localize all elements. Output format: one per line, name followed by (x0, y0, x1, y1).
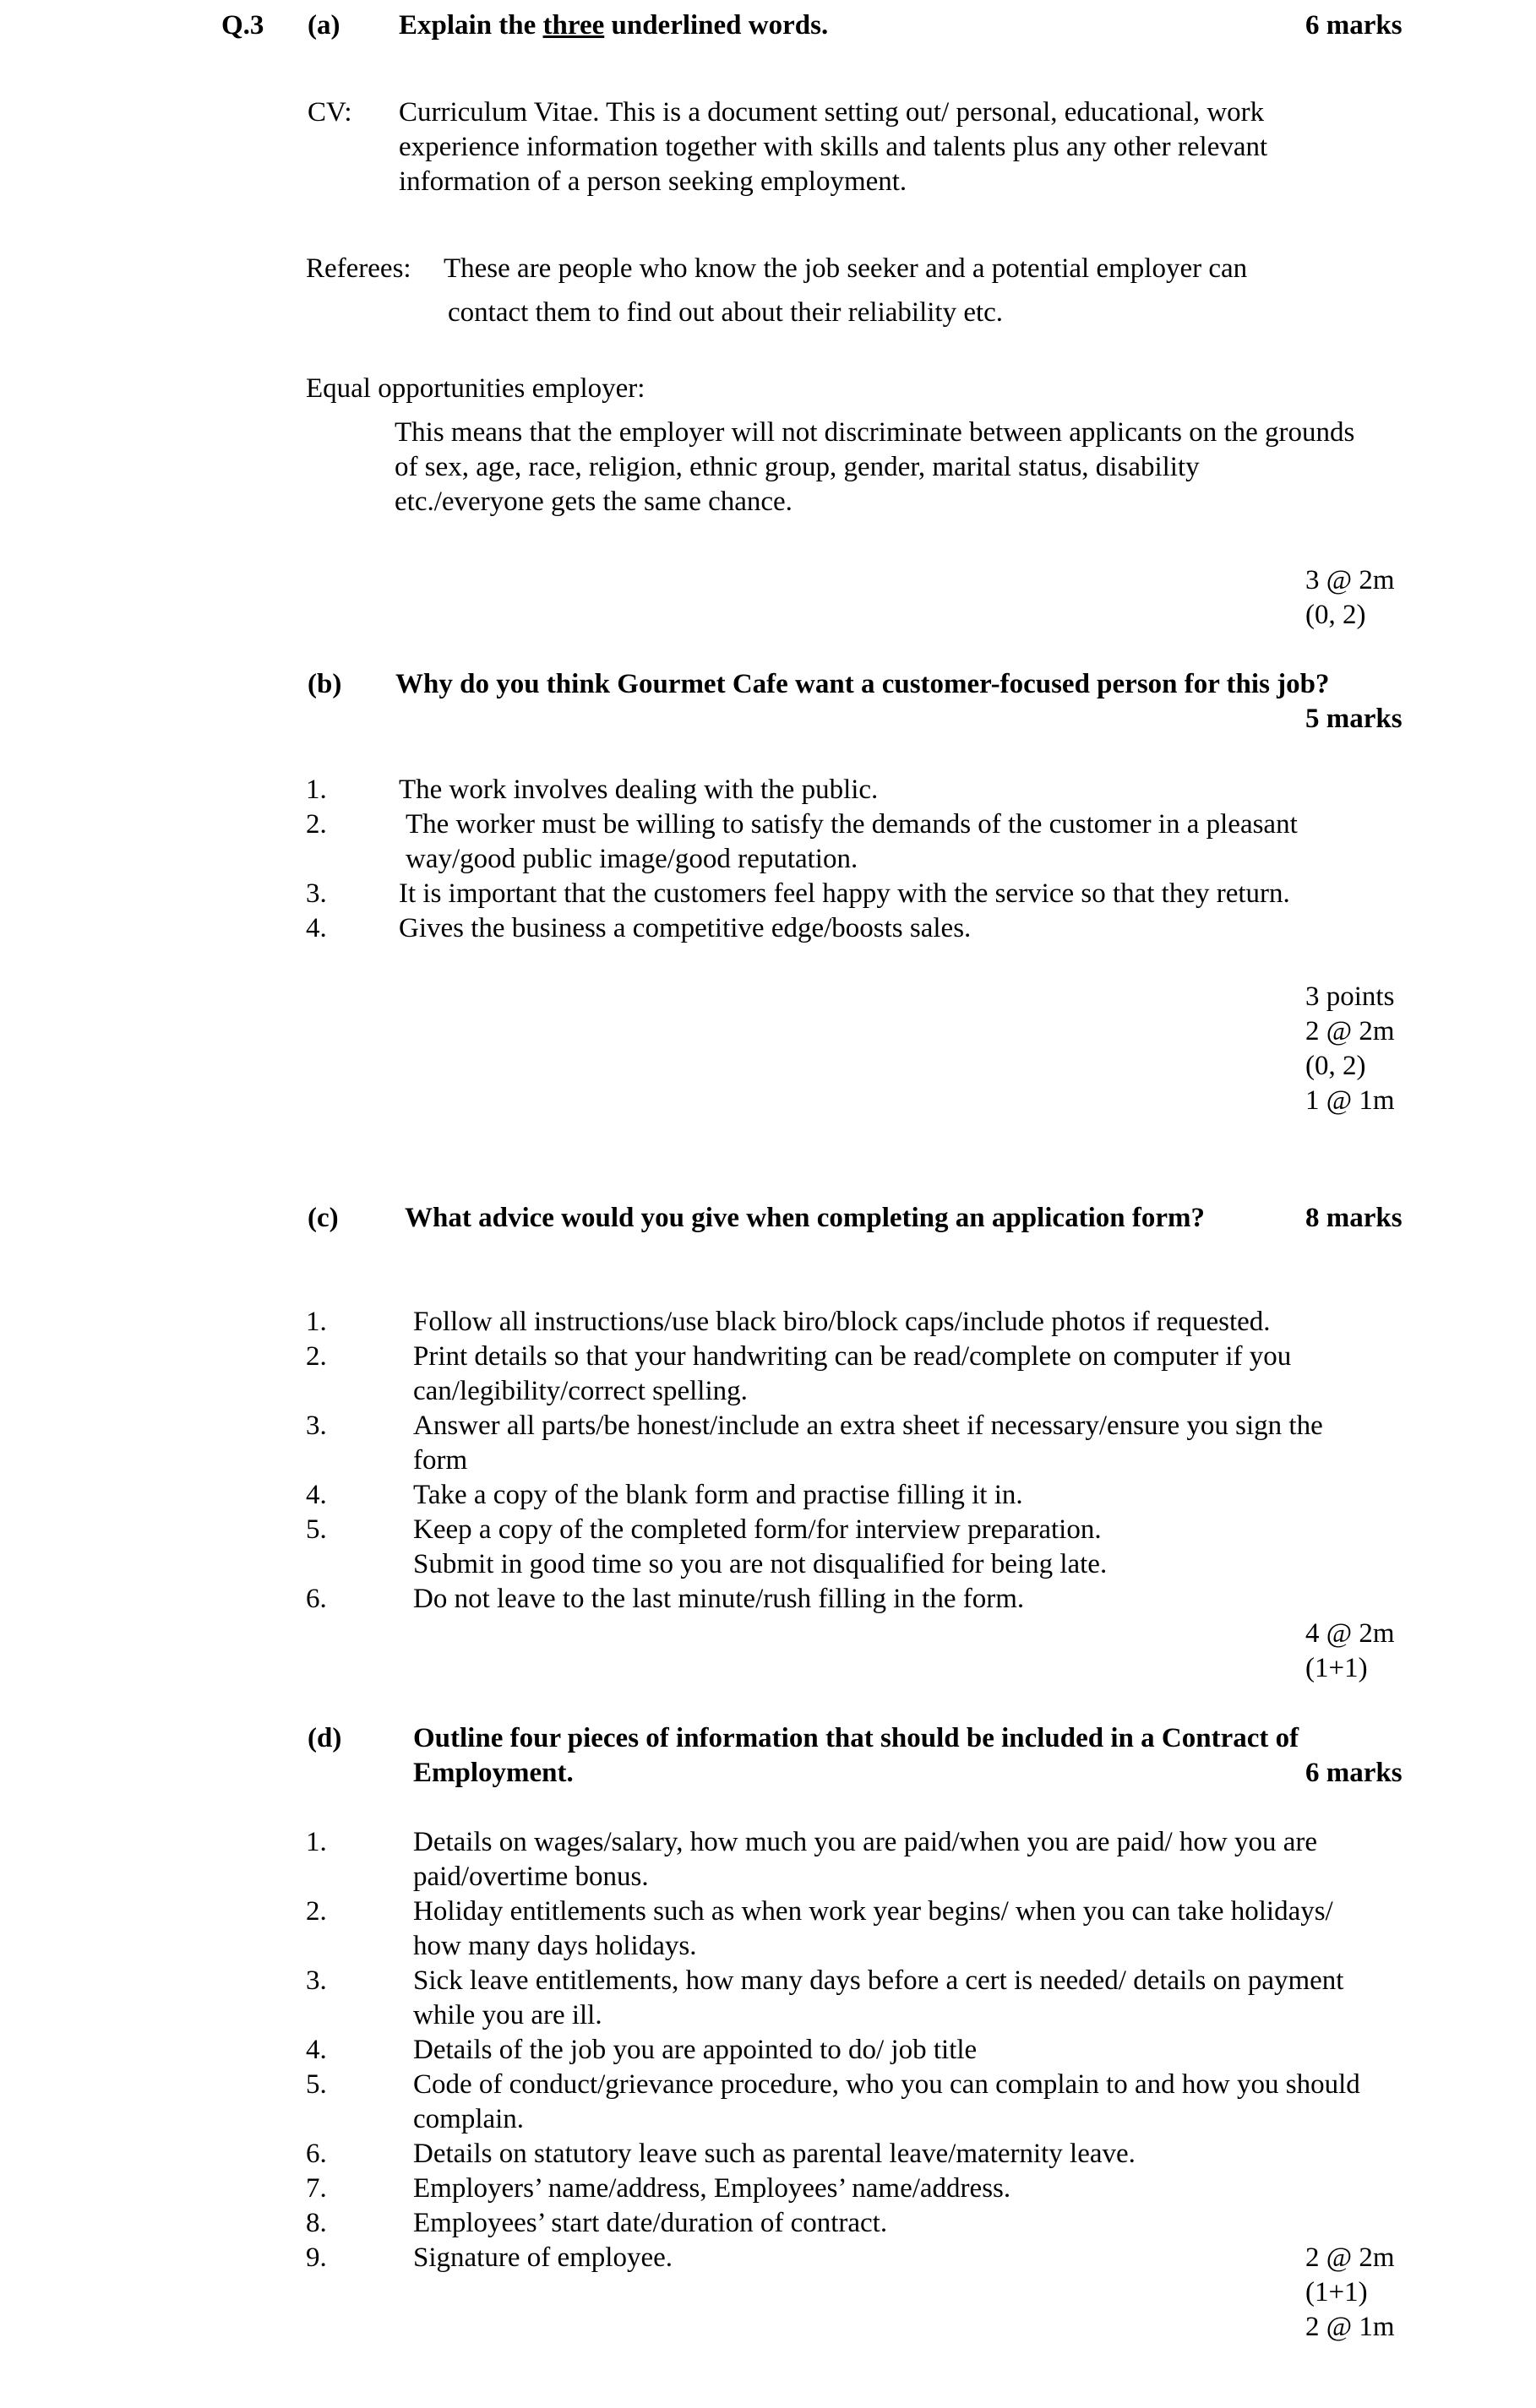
list-item-number: 7. (306, 2173, 327, 2204)
list-item-number: 3. (306, 1965, 327, 1996)
list-item: Gives the business a competitive edge/boosts sales. (399, 913, 972, 943)
scheme-line: (0, 2) (1305, 1051, 1366, 1081)
list-item (413, 2068, 1360, 2137)
list-item-line: complain. (413, 2104, 525, 2134)
part-d-marking-scheme (1305, 2241, 1395, 2345)
part-d-prompt-line: Employment. (413, 1758, 574, 1788)
list-item: Details on statutory leave such as parental leave/maternity leave. (413, 2139, 1136, 2169)
list-item (406, 807, 1298, 877)
part-a-prompt (399, 8, 828, 43)
cv-definition-line: information of a person seeking employment. (399, 166, 907, 197)
scheme-line: (0, 2) (1305, 600, 1366, 630)
part-d-prompt-line: Outline four pieces of information that should be included in a Contract of (413, 1723, 1299, 1753)
part-a-prompt-underlined: three (542, 10, 605, 41)
list-item-line: Keep a copy of the completed form/for interview preparation. (413, 1514, 1102, 1545)
part-c-marks: 8 marks (1305, 1203, 1403, 1233)
list-item-number: 1. (306, 775, 327, 805)
part-d-prompt (413, 1721, 1299, 1791)
scheme-line: 2 @ 2m (1305, 1016, 1395, 1046)
part-b-marking-scheme (1305, 980, 1395, 1118)
list-item: Follow all instructions/use black biro/block caps/include photos if requested. (413, 1307, 1271, 1337)
list-item-number: 4. (306, 913, 327, 943)
scheme-line: 3 @ 2m (1305, 565, 1395, 595)
part-a-label: (a) (308, 10, 340, 41)
list-item (413, 1513, 1107, 1582)
part-a-prompt-before: Explain the (399, 10, 543, 41)
list-item-number: 4. (306, 2035, 327, 2065)
part-b-label: (b) (308, 669, 342, 699)
part-c-prompt: What advice would you give when completing an application form? (405, 1203, 1205, 1233)
list-item: Details of the job you are appointed to do/ job title (413, 2035, 978, 2065)
list-item-number: 4. (306, 1480, 327, 1510)
cv-definition (399, 95, 1267, 199)
list-item-line: The worker must be willing to satisfy the demands of the customer in a pleasant (406, 809, 1298, 840)
list-item-line: way/good public image/good reputation. (406, 844, 858, 874)
list-item: Employees’ start date/duration of contract. (413, 2208, 888, 2238)
part-d-label: (d) (308, 1723, 342, 1753)
referees-term: Referees: (306, 253, 411, 284)
equal-opportunities-line: This means that the employer will not discriminate between applicants on the grounds (395, 417, 1355, 448)
list-item-number: 2. (306, 809, 327, 840)
list-item (413, 1409, 1323, 1478)
equal-opportunities-line: etc./everyone gets the same chance. (395, 486, 793, 517)
list-item (413, 1964, 1343, 2033)
list-item-line: how many days holidays. (413, 1931, 697, 1961)
list-item-number: 1. (306, 1827, 327, 1857)
scheme-line: 4 @ 2m (1305, 1618, 1395, 1649)
cv-definition-line: Curriculum Vitae. This is a document setting out/ personal, educational, work (399, 97, 1265, 128)
list-item-line: Details on wages/salary, how much you are paid/when you are paid/ how you are (413, 1827, 1318, 1857)
scheme-line: 2 @ 1m (1305, 2312, 1395, 2342)
list-item-line: paid/overtime bonus. (413, 1862, 649, 1892)
referees-definition-line: These are people who know the job seeker and a potential employer can (444, 253, 1248, 284)
list-item-line: Code of conduct/grievance procedure, who you can complain to and how you should (413, 2069, 1360, 2100)
list-item (413, 1825, 1317, 1894)
question-number: Q.3 (221, 10, 264, 41)
cv-term: CV: (308, 97, 352, 128)
list-item-line: while you are ill. (413, 2000, 602, 2030)
part-c-label: (c) (308, 1203, 339, 1233)
list-item-line: Answer all parts/be honest/include an extra sheet if necessary/ensure you sign the (413, 1411, 1323, 1441)
list-item-number: 5. (306, 1514, 327, 1545)
scheme-line: (1+1) (1305, 2277, 1368, 2307)
list-item-line: form (413, 1445, 468, 1476)
list-item: The work involves dealing with the public. (399, 775, 879, 805)
list-item-number: 6. (306, 2139, 327, 2169)
list-item: Do not leave to the last minute/rush filling in the form. (413, 1584, 1025, 1614)
list-item-number: 1. (306, 1307, 327, 1337)
list-item (413, 1894, 1333, 1964)
list-item-number: 8. (306, 2208, 327, 2238)
list-item-line: Submit in good time so you are not disqualified for being late. (413, 1549, 1108, 1579)
part-a-prompt-after: underlined words. (604, 10, 829, 41)
list-item-number: 3. (306, 878, 327, 909)
equal-opportunities-definition (395, 416, 1354, 519)
part-c-marking-scheme (1305, 1617, 1395, 1686)
list-item: It is important that the customers feel happy with the service so that they return. (399, 878, 1290, 909)
part-a-marks: 6 marks (1305, 10, 1403, 41)
list-item: Signature of employee. (413, 2242, 673, 2273)
list-item-number: 5. (306, 2069, 327, 2100)
part-a-marking-scheme (1305, 563, 1395, 633)
scheme-line: (1+1) (1305, 1653, 1368, 1683)
list-item-number: 2. (306, 1341, 327, 1372)
list-item: Take a copy of the blank form and practise filling it in. (413, 1480, 1023, 1510)
referees-definition-line: contact them to find out about their reliability etc. (448, 297, 1004, 328)
equal-opportunities-term: Equal opportunities employer: (306, 373, 645, 404)
equal-opportunities-line: of sex, age, race, religion, ethnic group, gender, marital status, disability (395, 452, 1200, 482)
list-item-line: can/legibility/correct spelling. (413, 1376, 748, 1406)
list-item: Employers’ name/address, Employees’ name/address. (413, 2173, 1011, 2204)
list-item-line: Print details so that your handwriting can be read/complete on computer if you (413, 1341, 1292, 1372)
list-item (413, 1340, 1291, 1409)
list-item-number: 6. (306, 1584, 327, 1614)
part-d-marks: 6 marks (1305, 1758, 1403, 1788)
part-b-marks: 5 marks (1305, 704, 1403, 734)
list-item-number: 9. (306, 2242, 327, 2273)
list-item-number: 3. (306, 1411, 327, 1441)
cv-definition-line: experience information together with skills and talents plus any other relevant (399, 132, 1268, 162)
list-item-number: 2. (306, 1896, 327, 1927)
list-item-line: Holiday entitlements such as when work year begins/ when you can take holidays/ (413, 1896, 1333, 1927)
scheme-line: 2 @ 2m (1305, 2242, 1395, 2273)
scheme-line: 1 @ 1m (1305, 1085, 1395, 1116)
list-item-line: Sick leave entitlements, how many days before a cert is needed/ details on payment (413, 1965, 1344, 1996)
part-b-prompt: Why do you think Gourmet Cafe want a customer-focused person for this job? (395, 669, 1330, 699)
scheme-line: 3 points (1305, 981, 1395, 1012)
